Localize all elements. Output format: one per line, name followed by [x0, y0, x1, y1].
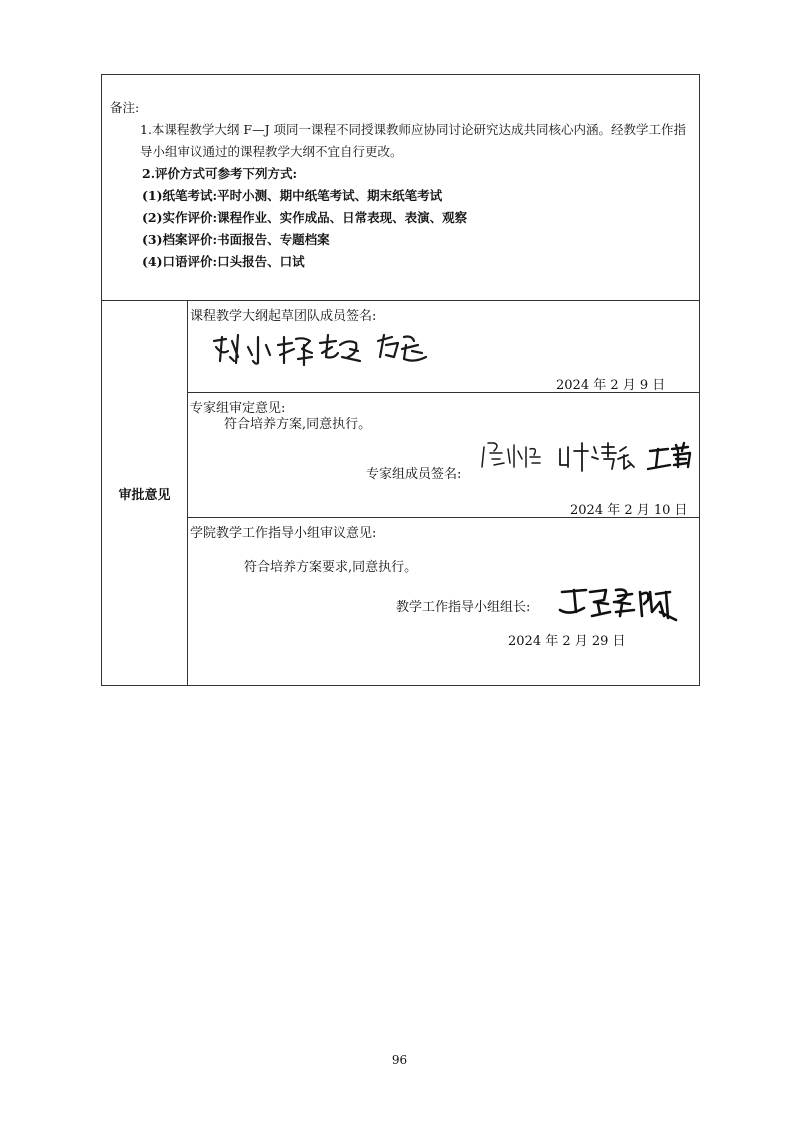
expert-signatures: [478, 437, 700, 477]
expert-opinion: 符合培养方案,同意执行。: [224, 417, 372, 432]
approval-form-table: [101, 74, 700, 686]
college-opinion: 符合培养方案要求,同意执行。: [244, 560, 418, 575]
expert-date: 2024 年 2 月 10 日: [570, 503, 688, 518]
page-number: 96: [391, 1053, 408, 1067]
remarks-item-2: 2.评价方式可参考下列方式:: [142, 166, 298, 181]
drafting-team-cell: [188, 301, 700, 393]
college-review-cell: [188, 518, 700, 686]
college-sign-label: 教学工作指导小组组长:: [396, 600, 531, 615]
drafting-date: 2024 年 2 月 9 日: [556, 378, 666, 393]
evaluation-method: (2)实作评价:课程作业、实作成品、日常表现、表演、观察: [142, 210, 468, 225]
college-date: 2024 年 2 月 29 日: [508, 634, 626, 649]
expert-review-cell: [188, 393, 700, 518]
evaluation-method: (4)口语评价:口头报告、口试: [142, 254, 305, 269]
drafting-team-title: 课程教学大纲起草团队成员签名:: [190, 309, 377, 324]
evaluation-method: (3)档案评价:书面报告、专题档案: [142, 232, 330, 247]
group-leader-signature: [556, 582, 682, 626]
college-review-title: 学院教学工作指导小组审议意见:: [190, 526, 377, 541]
drafting-team-signature: [208, 327, 448, 371]
remarks-section: [102, 75, 700, 301]
expert-review-title: 专家组审定意见:: [190, 401, 286, 416]
remarks-item-1: 1.本课程教学大纲 F—J 项同一课程不同授课教师应协同讨论研究达成共同核心内涵。经教学工作指导小组审议通过的课程教学大纲不宜自行更改。: [140, 122, 687, 159]
expert-sign-label: 专家组成员签名:: [366, 467, 462, 482]
approval-label: 审批意见: [102, 301, 188, 686]
remarks-heading: 备注:: [110, 100, 140, 115]
evaluation-method: (1)纸笔考试:平时小测、期中纸笔考试、期末纸笔考试: [142, 188, 443, 203]
